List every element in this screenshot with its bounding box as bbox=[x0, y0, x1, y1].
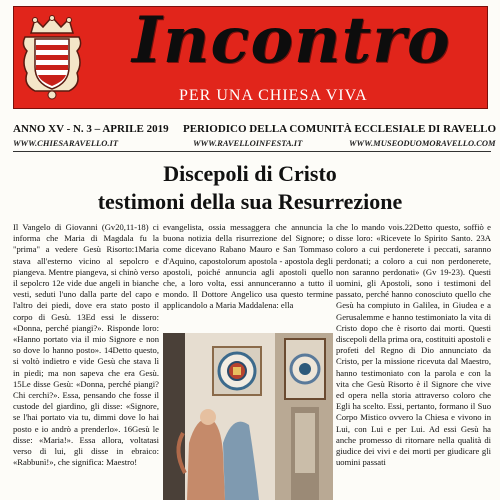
header-divider bbox=[13, 151, 491, 152]
article-column-2: evangelista, ossia messaggera che annuncia la buona notizia della risurrezione del Signore; o come dicevano Rabano Mauro e San Tommaso d'Aquino, capostolorum apostola - apostola degli apostoli, poiché annuncia agli apostoli quello che, a loro volta, essi annunceranno a tutto il mondo. Il Dottore Angelico usa questo termine applicandolo a Maria Maddalena: ella bbox=[163, 222, 333, 311]
article-headline bbox=[20, 160, 480, 216]
masthead-subtitle: PER UNA CHIESA VIVA bbox=[179, 87, 368, 104]
issue-info-bar bbox=[13, 122, 497, 136]
headline-line-1: Discepoli di Cristo bbox=[163, 161, 337, 186]
website-link-museo[interactable]: WWW.MUSEODUOMORAVELLO.COM bbox=[349, 138, 496, 148]
fresco-photo-icon bbox=[163, 333, 333, 500]
masthead-title: Incontro bbox=[132, 3, 451, 78]
ravello-coat-of-arms-icon bbox=[21, 15, 83, 101]
periodical-description: PERIODICO DELLA COMUNITÀ ECCLESIALE DI RAVELLO bbox=[183, 123, 497, 135]
issue-number: ANNO XV - N. 3 – APRILE 2019 bbox=[13, 123, 169, 135]
websites-bar bbox=[13, 138, 496, 150]
article-column-3: che lo mando vois.22Detto questo, soffiò e disse loro: «Ricevete lo Spirito Santo. 23A coloro a cui perdonerete i peccati, saranno perdonati; a coloro a cui non perdonerete, non saranno perdonati» (Gv 19-23). Questi uomini, gli Apostoli, sono i testimoni del passato, perché hanno conosciuto quello che Gesù ha compiuto in Galilea, in Giudea e a Gerusalemme e hanno testimoniato la vita di Cristo dopo che è risorto dai morti. Questi discepoli della prima ora, costituiti apostoli e profeti del Regno di Dio annunciato da Cristo, per la missione ricevuta dal Maestro, hanno testimoniato con la parola e con la vita che Gesù Risorto è il Signore che vive ed opera nella storia attraverso coloro che Egli ha scelto. Essi, pertanto, formano il Suo Corpo Mistico ovvero la Chiesa e vivono in Lui, con Lui e per Lui. Ad essi Gesù ha anche promesso di ritornare nella qualità di giudice dei vivi e dei morti per giudicare gli uomini passati bbox=[336, 222, 491, 468]
article-column-1: Il Vangelo di Giovanni (Gv20,11-18) ci informa che Maria di Magdala fu la "prima" a vedere Gesù Risorto:1Maria stava all'esterno vicino al sepolcro e piangeva. Mentre piangeva, si chinò verso il sepolcro 12e vide due angeli in bianche vesti, seduti l'uno dalla parte del capo e l'altro dei piedi, dove era stato posto il corpo di Gesù. 13Ed essi le dissero: «Donna, perché piangi?». Risponde loro: «Hanno portato via il mio Signore e non so dove lo hanno posto». 14Detto questo, si voltò indietro e vide Gesù che stava lì in piedi; ma non sapeva che era Gesù. 15Le disse Gesù: «Donna, perché piangi? Chi cerchi?». Essa, pensando che fosse il custode del giardino, gli disse: «Signore, se l'hai portato via tu, dimmi dove lo hai posto e io andrò a prenderlo». 16Gesù le disse: «Maria!». Essa allora, voltatasi verso di lui, gli disse in ebraico: «Rabbunì!», che significa: Maestro! bbox=[13, 222, 159, 468]
website-link-chiesa[interactable]: WWW.CHIESARAVELLO.IT bbox=[13, 138, 119, 148]
headline-line-2: testimoni della sua Resurrezione bbox=[97, 189, 403, 214]
masthead bbox=[13, 3, 488, 109]
website-link-festa[interactable]: WWW.RAVELLOINFESTA.IT bbox=[193, 138, 303, 148]
